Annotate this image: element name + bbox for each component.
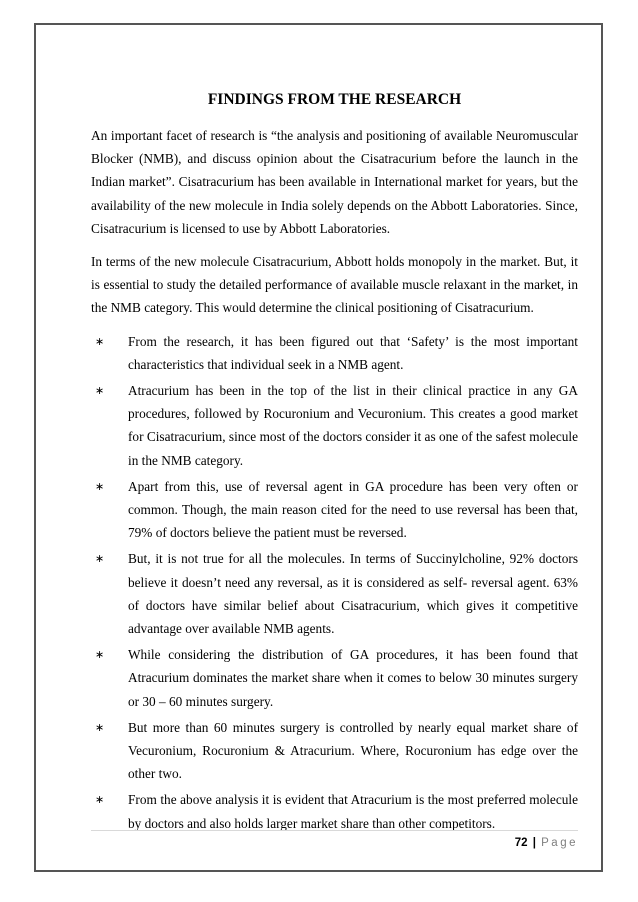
asterisk-bullet-icon: ∗: [95, 648, 105, 662]
finding-text: While considering the distribution of GA procedures, it has been found that Atracurium dominates the market share when it comes to below 30 minutes surgery or 30 – 60 minutes surgery.: [128, 647, 578, 709]
finding-item: [91, 475, 578, 545]
page-title: FINDINGS FROM THE RESEARCH: [207, 91, 462, 108]
finding-text: From the above analysis it is evident that Atracurium is the most preferred molecule by doctors and also holds larger market share than other competitors.: [128, 792, 578, 831]
finding-item: [91, 547, 578, 640]
page-footer: [515, 835, 578, 851]
finding-text: But more than 60 minutes surgery is controlled by nearly equal market share of Vecuronium, Rocuronium & Atracurium. Where, Rocuronium has edge over the other two.: [128, 719, 578, 782]
finding-item: [91, 643, 578, 713]
context-paragraph: In terms of the new molecule Cisatracurium, Abbott holds monopoly in the market. But, it is essential to study the detailed performance of available muscle relaxant in the market, in the NMB category. This would determine the clinical positioning of Cisatracurium.: [91, 254, 578, 316]
finding-text: From the research, it has been figured out that ‘Safety’ is the most important characteristics that individual seek in a NMB agent.: [128, 333, 578, 372]
asterisk-bullet-icon: ∗: [95, 720, 105, 734]
finding-item: [91, 788, 578, 834]
asterisk-bullet-icon: ∗: [95, 793, 105, 807]
finding-item: [91, 330, 578, 376]
footer-divider: [91, 830, 578, 831]
finding-item: [91, 716, 578, 786]
findings-list: [91, 330, 578, 835]
asterisk-bullet-icon: ∗: [95, 479, 105, 493]
asterisk-bullet-icon: ∗: [95, 334, 105, 348]
intro-paragraph: An important facet of research is “the analysis and positioning of available Neuromuscular Blocker (NMB), and discuss opinion about the Cisatracurium before the launch in the Indian market”. Cisatracurium has been available in International market for years, but the availability of the new molecule in India solely depends on the Abbott Laboratories. Since, Cisatracurium is licensed to use by Abbott Laboratories.: [91, 128, 578, 236]
finding-item: [91, 379, 578, 472]
finding-text: But, it is not true for all the molecules. In terms of Succinylcholine, 92% doctors believe it doesn’t need any reversal, as it is considered as self- reversal agent. 63% of doctors have similar belief about Cisatracurium, which gives it competitive advantage over available NMB agents.: [128, 551, 578, 637]
asterisk-bullet-icon: ∗: [95, 552, 105, 566]
asterisk-bullet-icon: ∗: [95, 384, 105, 398]
page-label: Page: [541, 837, 578, 849]
page-content: [91, 88, 578, 838]
finding-text: Atracurium has been in the top of the list in their clinical practice in any GA procedures, followed by Rocuronium and Vecuronium. This creates a good market for Cisatracurium, since most of the doctors consider it as one of the safest molecule in the NMB category.: [128, 383, 578, 468]
page-number: 72: [514, 837, 528, 849]
footer-separator: |: [532, 837, 536, 849]
finding-text: Apart from this, use of reversal agent in GA procedure has been very often or common. Though, the main reason cited for the need to use reversal has been that, 79% of doctors believe the patient must be reversed.: [128, 478, 578, 541]
